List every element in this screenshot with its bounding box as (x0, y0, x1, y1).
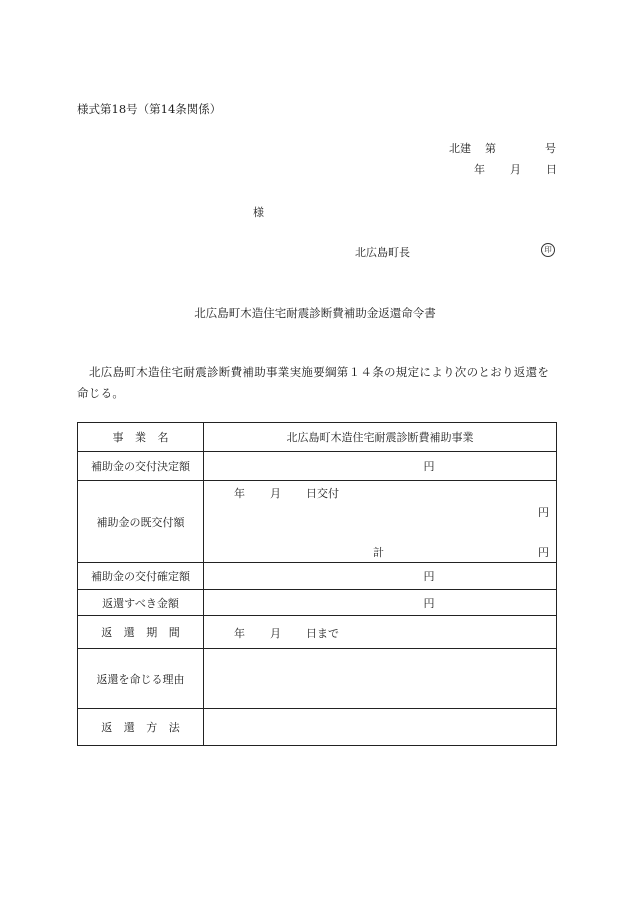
table-row-project-name (78, 423, 557, 452)
paid-date-day: 日交付 (306, 487, 339, 500)
value-refund-reason (204, 649, 557, 709)
paid-total-yen: 円 (538, 546, 549, 559)
table-row-paid-amount (78, 481, 557, 563)
label-refund-amount: 返還すべき金額 (78, 590, 204, 616)
label-refund-reason: 返還を命じる理由 (78, 649, 204, 709)
table-row-decision-amount (78, 452, 557, 481)
sender-name: 北広島町長 (355, 246, 410, 259)
table-row-refund-reason (78, 649, 557, 709)
table-row-refund-amount (78, 590, 557, 616)
confirmed-yen: 円 (423, 570, 435, 583)
value-confirmed-amount (204, 563, 557, 590)
paid-date-year: 年 (234, 487, 245, 500)
period-until: 日まで (306, 627, 339, 640)
label-char: 期 (146, 626, 158, 639)
label-char: 方 (146, 721, 158, 734)
refund-yen: 円 (423, 596, 435, 610)
value-refund-method (204, 709, 557, 746)
seal-mark: 印 (541, 243, 555, 257)
refund-order-table (77, 422, 557, 746)
label-char: 事 (112, 431, 124, 444)
label-refund-period (78, 616, 204, 649)
label-paid-amount: 補助金の既交付額 (78, 481, 204, 563)
label-char: 名 (157, 431, 169, 444)
paid-total-label: 計 (373, 546, 384, 559)
label-char: 還 (123, 721, 135, 734)
label-decision-amount: 補助金の交付決定額 (78, 452, 204, 481)
label-project-name (78, 423, 204, 452)
label-char: 業 (135, 431, 146, 444)
date-year: 年 (474, 163, 485, 176)
issue-go: 号 (545, 142, 556, 155)
value-refund-period (204, 616, 557, 649)
label-char: 返 (101, 721, 113, 734)
period-month: 月 (270, 627, 281, 640)
value-decision-amount (204, 452, 557, 481)
document-title: 北広島町木造住宅耐震診断費補助金返還命令書 (194, 306, 436, 320)
value-project-name: 北広島町木造住宅耐震診断費補助事業 (204, 423, 557, 452)
table-row-refund-period (78, 616, 557, 649)
form-number: 様式第18号（第14条関係） (77, 102, 222, 116)
paid-date-month: 月 (270, 487, 281, 500)
value-refund-amount (204, 590, 557, 616)
body-text-content: 北広島町木造住宅耐震診断費補助事業実施要綱第１４条の規定により次のとおり返還を命じる。 (77, 365, 550, 400)
label-char: 還 (123, 626, 135, 639)
label-char: 法 (168, 721, 180, 734)
decision-yen: 円 (423, 460, 435, 473)
label-char: 返 (101, 626, 113, 639)
label-char: 間 (168, 626, 180, 639)
issue-prefix: 北建 (449, 142, 471, 155)
addressee-suffix: 様 (253, 206, 264, 219)
value-paid-amount (204, 481, 557, 563)
body-text (77, 362, 557, 404)
table-row-confirmed-amount (78, 563, 557, 590)
date-month: 月 (510, 163, 521, 176)
date-day: 日 (546, 163, 557, 176)
issue-dai: 第 (485, 142, 496, 155)
label-confirmed-amount: 補助金の交付確定額 (78, 563, 204, 590)
table-row-refund-method (78, 709, 557, 746)
label-refund-method (78, 709, 204, 746)
paid-yen: 円 (538, 506, 549, 519)
period-year: 年 (234, 627, 245, 640)
